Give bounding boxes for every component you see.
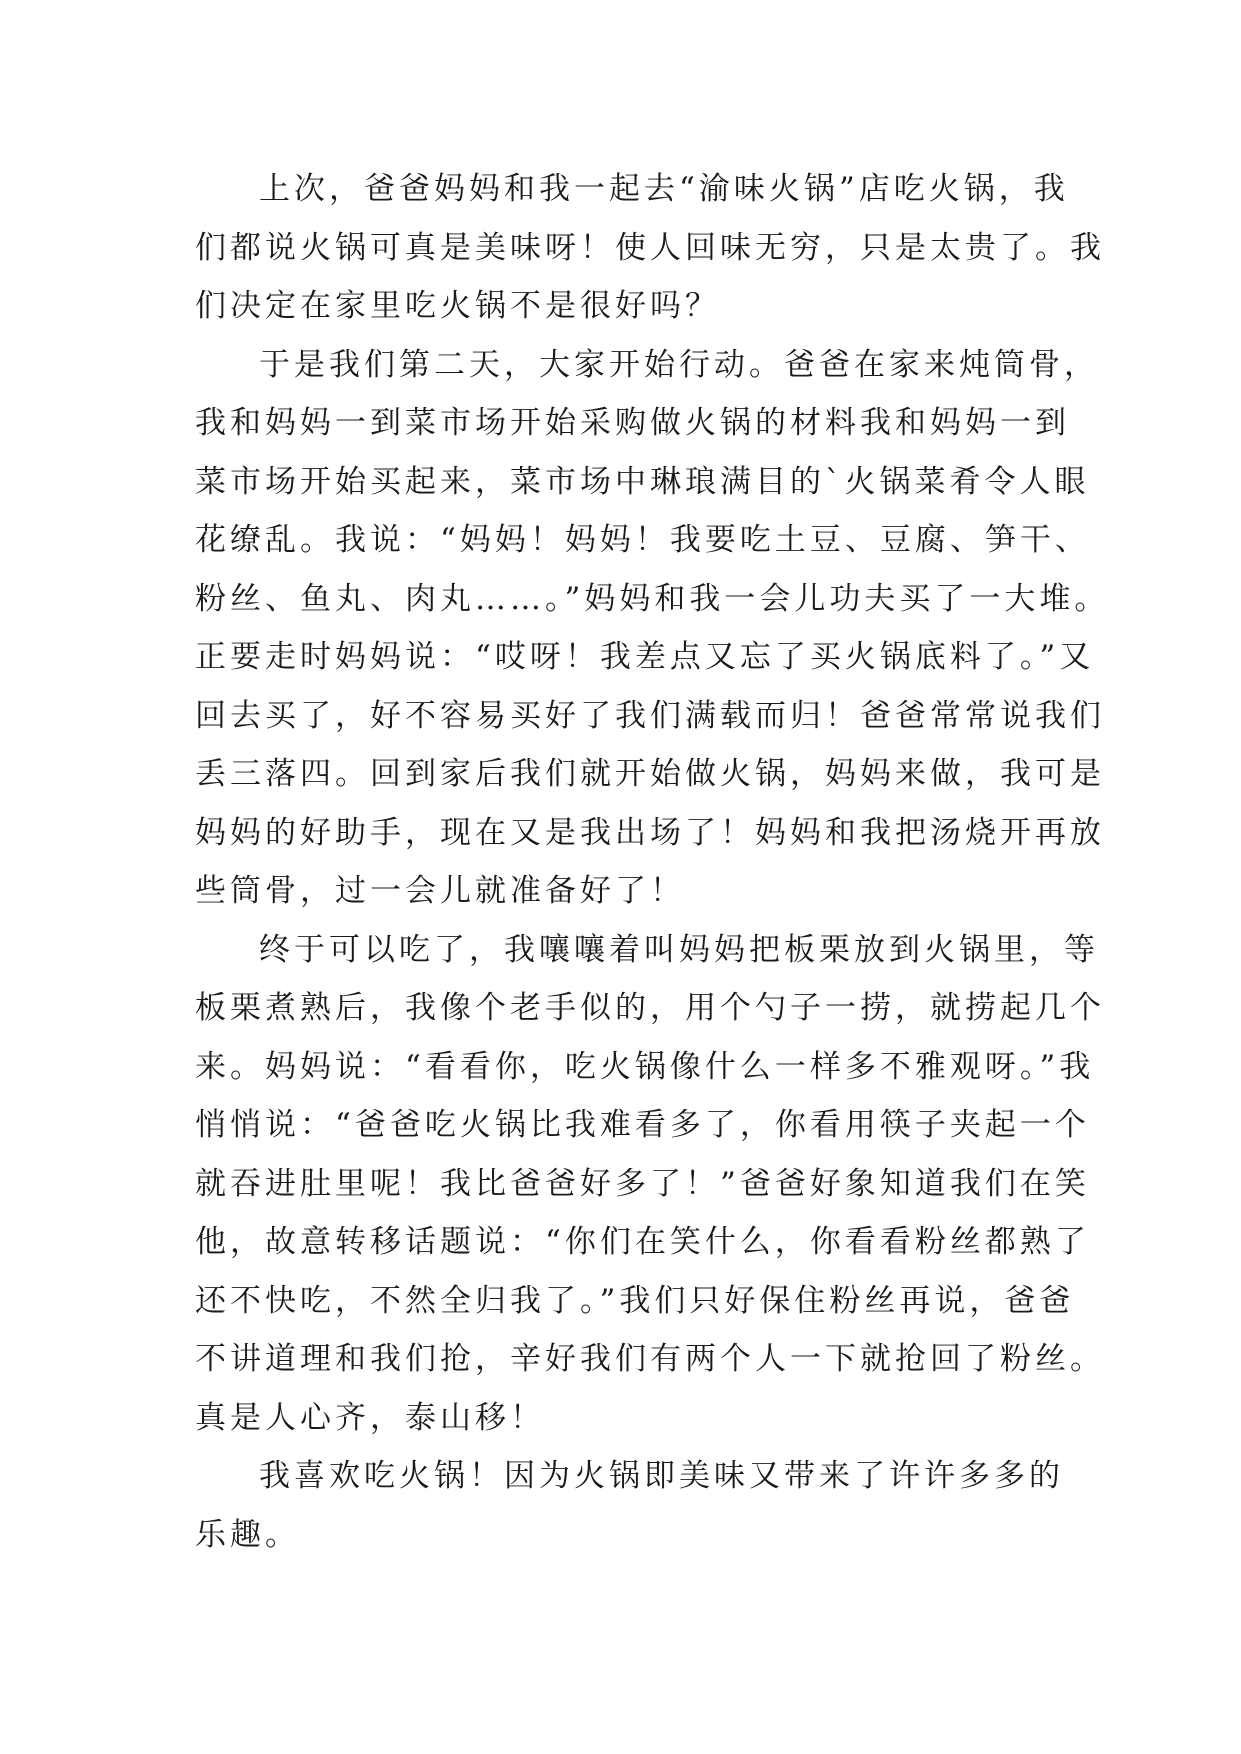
text-line: 来。妈妈说：“看看你，吃火锅像什么一样多不雅观呀。”我 [195,1048,1095,1085]
text-line: 回去买了，好不容易买好了我们满载而归！爸爸常常说我们 [195,697,1105,734]
text-line: 们决定在家里吃火锅不是很好吗？ [195,288,720,324]
text-line: 妈妈的好助手，现在又是我出场了！妈妈和我把汤烧开再放 [195,814,1105,851]
text-line: 菜市场开始买起来，菜市场中琳琅满目的`火锅菜肴令人眼 [195,463,1090,500]
essay-body [195,160,1110,1564]
text-line: 真是人心齐，泰山移！ [195,1399,545,1436]
text-line: 花缭乱。我说：“妈妈！妈妈！我要吃土豆、豆腐、笋干、 [195,522,1090,558]
text-line: 正要走时妈妈说：“哎呀！我差点又忘了买火锅底料了。”又 [195,639,1095,675]
text-line: 些筒骨，过一会儿就准备好了！ [195,873,685,909]
text-line: 上次，爸爸妈妈和我一起去“渝味火锅”店吃火锅，我 [259,171,1069,207]
text-line: 们都说火锅可真是美味呀！使人回味无穷，只是太贵了。我 [195,229,1105,266]
text-line: 他，故意转移话题说：“你们在笑什么，你看看粉丝都熟了 [195,1224,1090,1260]
text-line: 我和妈妈一到菜市场开始采购做火锅的材料我和妈妈一到 [195,405,1070,441]
text-line: 终于可以吃了，我嚷嚷着叫妈妈把板栗放到火锅里，等 [259,931,1099,968]
text-line: 于是我们第二天，大家开始行动。爸爸在家来炖筒骨， [259,346,1099,383]
text-line: 就吞进肚里呢！我比爸爸好多了！”爸爸好象知道我们在笑 [195,1165,1090,1202]
text-line: 不讲道理和我们抢，辛好我们有两个人一下就抢回了粉丝。 [195,1341,1105,1377]
text-line: 乐趣。 [195,1516,300,1553]
text-line: 我喜欢吃火锅！因为火锅即美味又带来了许许多多的 [259,1458,1064,1494]
text-line: 还不快吃，不然全归我了。”我们只好保住粉丝再说，爸爸 [195,1282,1075,1319]
text-line: 悄悄说：“爸爸吃火锅比我难看多了，你看用筷子夹起一个 [195,1107,1090,1143]
text-line: 板栗煮熟后，我像个老手似的，用个勺子一捞，就捞起几个 [195,990,1105,1026]
text-line: 丢三落四。回到家后我们就开始做火锅，妈妈来做，我可是 [195,756,1105,792]
text-line: 粉丝、鱼丸、肉丸……。”妈妈和我一会儿功夫买了一大堆。 [195,580,1110,617]
